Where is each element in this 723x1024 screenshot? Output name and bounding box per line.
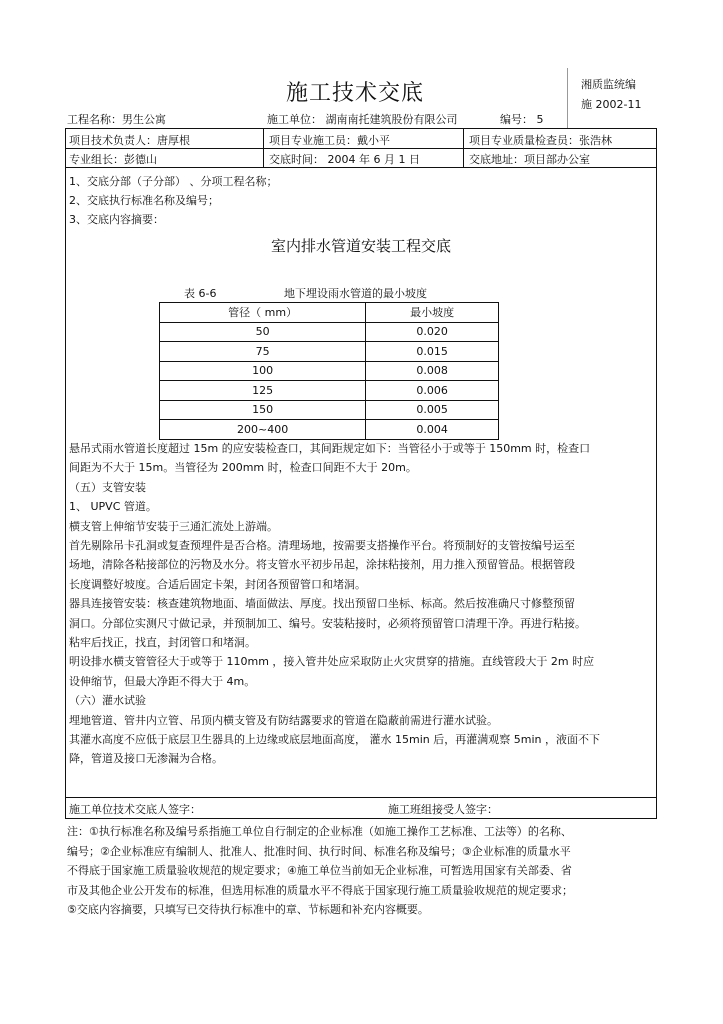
table-row	[160, 420, 499, 440]
document-number: 编号： 5	[500, 113, 544, 126]
table-header-row	[160, 303, 499, 323]
table-caption: 地下埋设雨水管道的最小坡度	[284, 287, 427, 300]
body-line: 降，管道及接口无渗漏为合格。	[69, 752, 223, 766]
body-line: 洞口。分部位实测尺寸做记录，并预制加工、编号。安装粘接时，必须将预留管口清理干净。再进行粘接。	[69, 616, 586, 630]
slope-cell: 0.005	[366, 400, 499, 420]
body-line: （五）支管安装	[69, 480, 146, 494]
site-engineer: 项目专业施工员：戴小平	[269, 134, 390, 147]
handover-location: 交底地址：项目部办公室	[469, 153, 590, 166]
diameter-cell: 100	[160, 361, 366, 381]
signature-discloser: 施工单位技术交底人签字：	[69, 803, 201, 816]
section-heading: 室内排水管道安装工程交底	[270, 237, 451, 255]
body-line: 设伸缩节，但最大净距不得大于 4m。	[69, 674, 256, 688]
table-row	[160, 381, 499, 401]
signature-receiver: 施工班组接受人签字：	[388, 803, 498, 816]
code-line-2: 施 2002-11	[581, 98, 642, 111]
note-line: 市及其他企业公开发布的标准，但选用标准的质量水平不得底于国家现行施工质量验收规范的规定要求；	[67, 883, 573, 897]
team-leader: 专业组长：彭德山	[69, 153, 157, 166]
diameter-cell: 50	[160, 322, 366, 342]
slope-cell: 0.004	[366, 420, 499, 440]
project-name: 工程名称：男生公寓	[67, 113, 166, 126]
column-header: 最小坡度	[366, 303, 499, 323]
slope-cell: 0.020	[366, 322, 499, 342]
note-line: ⑤交底内容摘要，只填写已交待执行标准中的章、节标题和补充内容概要。	[67, 903, 429, 916]
diameter-cell: 150	[160, 400, 366, 420]
body-line: 其灌水高度不应低于底层卫生器具的上边缘或底层地面高度， 灌水 15min 后，再灌满观察 5min ，液面不下	[69, 733, 600, 746]
body-line: 长度调整好坡度。合适后固定卡架，封闭各预留管口和堵洞。	[69, 577, 366, 591]
body-line: 1、 UPVC 管道。	[69, 500, 157, 514]
diameter-cell: 125	[160, 381, 366, 401]
item: 1、交底分部（子分部） 、分项工程名称；	[69, 175, 278, 188]
body-line: 首先剔除吊卡孔洞或复查预埋件是否合格。清理场地，按需要支搭操作平台。将预制好的支管按编号运至	[69, 539, 575, 552]
body-line: 埋地管道、管井内立管、吊顶内横支管及有防结露要求的管道在隐蔽前需进行灌水试验。	[69, 713, 498, 727]
item: 3、交底内容摘要：	[69, 213, 164, 226]
note-line: 不得底于国家施工质量验收规范的规定要求；④施工单位当前如无企业标准，可暂选用国家有关部委、省	[67, 864, 572, 877]
slope-table	[159, 302, 499, 440]
body-line: 粘牢后找正，找直，封闭管口和堵洞。	[69, 636, 256, 649]
quality-inspector: 项目专业质量检查员：张浩林	[469, 134, 612, 147]
construction-company: 施工单位： 湖南南托建筑股份有限公司	[267, 113, 458, 126]
form-box	[65, 128, 657, 819]
table-row	[160, 361, 499, 381]
handover-date: 交底时间： 2004 年 6 月 1 日	[269, 153, 420, 166]
body-line: 间距为不大于 15m。当管径为 200mm 时，检查口间距不大于 20m。	[69, 461, 417, 475]
code-line-1: 湘质监统编	[581, 78, 636, 91]
note-line: 编号；②企业标准应有编制人、批准人、批准时间、执行时间、标准名称及编号；③企业标准的质量水平	[67, 844, 571, 858]
item: 2、交底执行标准名称及编号；	[69, 194, 219, 207]
body-line: 横支管上伸缩节安装于三通汇流处上游端。	[69, 519, 278, 533]
column-header: 管径（ mm）	[160, 303, 366, 323]
table-number: 表 6-6	[184, 287, 217, 300]
divider	[567, 68, 568, 128]
divider	[66, 797, 656, 798]
body-line: 明设排水横支管管径大于或等于 110mm ，接入管井处应采取防止火灾贯穿的措施。直线管段大于 2m 时应	[69, 655, 595, 669]
divider	[66, 148, 656, 149]
slope-cell: 0.015	[366, 342, 499, 362]
divider	[463, 129, 464, 167]
body-line: （六）灌水试验	[69, 694, 146, 708]
divider	[263, 129, 264, 167]
body-line: 悬吊式雨水管道长度超过 15m 的应安装检查口，其间距规定如下：当管径小于或等于 150mm 时，检查口	[69, 442, 591, 455]
document-title: 施工技术交底	[285, 81, 424, 106]
table-row	[160, 342, 499, 362]
tech-lead: 项目技术负责人：唐厚根	[69, 134, 190, 147]
divider	[66, 167, 656, 168]
diameter-cell: 200~400	[160, 420, 366, 440]
body-line: 器具连接管安装：核查建筑物地面、墙面做法、厚度。找出预留口坐标、标高。然后按准确尺寸修整预留	[69, 597, 575, 611]
slope-cell: 0.006	[366, 381, 499, 401]
note-line: 注：①执行标准名称及编号系指施工单位自行制定的企业标准（如施工操作工艺标准、工法等）的名称、	[67, 825, 572, 838]
slope-cell: 0.008	[366, 361, 499, 381]
table-row	[160, 322, 499, 342]
body-line: 场地，清除各粘接部位的污物及水分。将支管水平初步吊起，涂抹粘接剂，用力推入预留管品。根据管段	[69, 558, 575, 572]
table-row	[160, 400, 499, 420]
diameter-cell: 75	[160, 342, 366, 362]
